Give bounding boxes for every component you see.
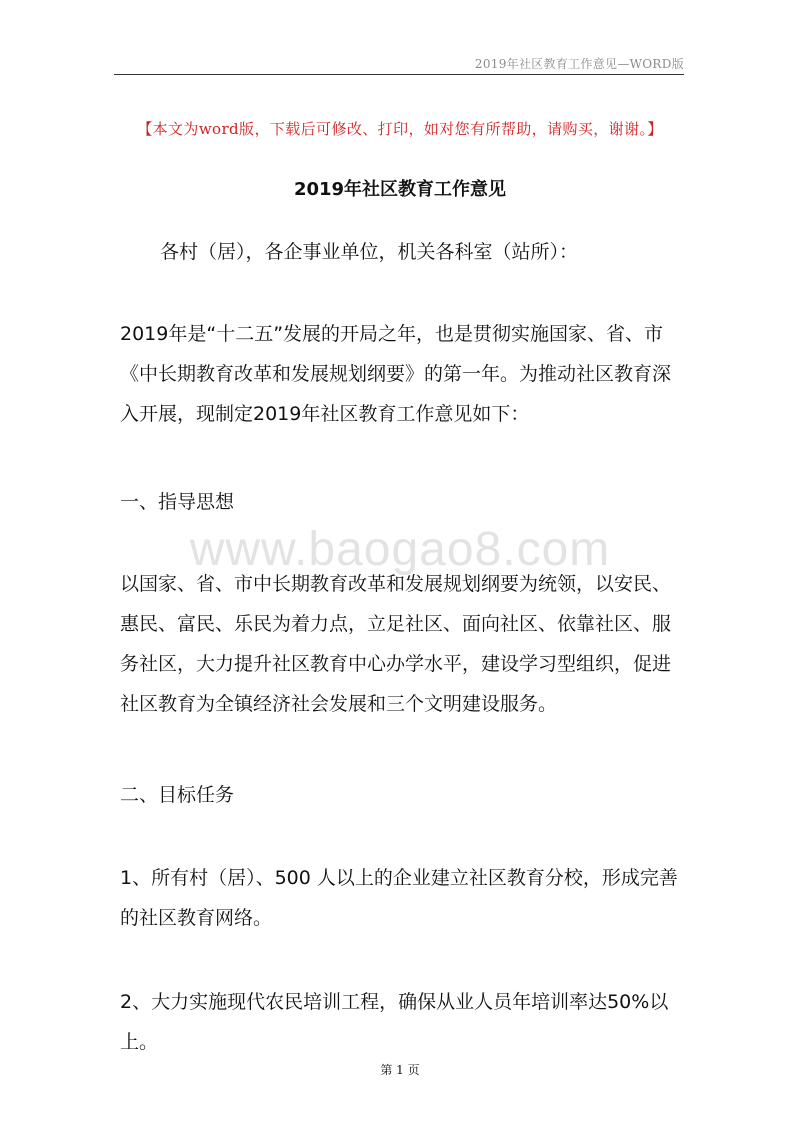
section1-body: 以国家、省、市中长期教育改革和发展规划纲要为统领，以安民、惠民、富民、乐民为着力点，立足社区、面向社区、依靠社区、服务社区，大力提升社区教育中心办学水平，建设学习型组织，促进社区教育为全镇经济社会发展和三个文明建设服务。 [120, 573, 672, 715]
section2-item-2: 2、大力实施现代农民培训工程，确保从业人员年培训率达50%以上。 [120, 991, 669, 1053]
section1-heading: 一、指导思想 [120, 491, 235, 513]
section2-heading: 二、目标任务 [120, 784, 235, 806]
section2-item-1: 1、所有村（居）、500 人以上的企业建立社区教育分校，形成完善的社区教育网络。 [120, 867, 678, 929]
watermark: www.baogao8.com [189, 523, 611, 576]
document-title: 2019年社区教育工作意见 [293, 179, 507, 200]
page-header-text: 2019年社区教育工作意见—WORD版 [474, 57, 684, 71]
page-number: 第 1 页 [380, 1063, 420, 1077]
salutation: 各村（居），各企事业单位，机关各科室（站所）： [160, 241, 579, 263]
intro-paragraph: 2019年是“十二五”发展的开局之年，也是贯彻实施国家、省、市《中长期教育改革和发展规划纲要》的第一年。为推动社区教育深入开展，现制定2019年社区教育工作意见如下： [120, 323, 672, 425]
header-divider [114, 74, 684, 75]
red-notice: 【本文为word版，下载后可修改、打印，如对您有所帮助，请购买，谢谢。】 [137, 120, 663, 138]
